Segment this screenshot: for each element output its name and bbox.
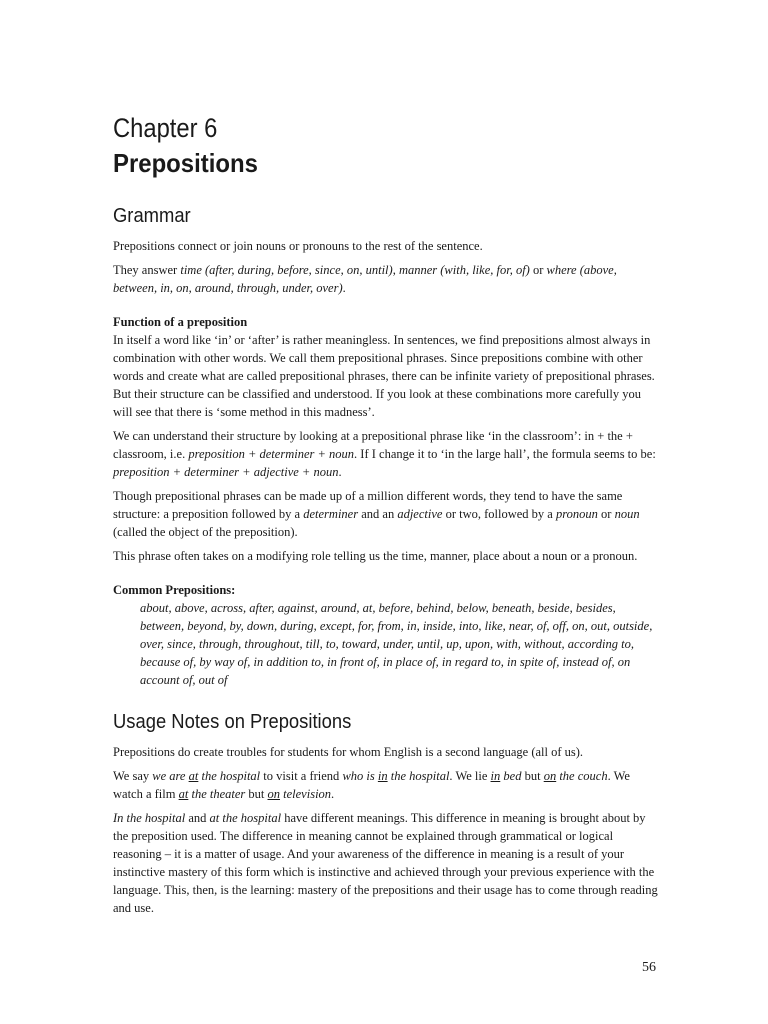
usage-intro-paragraph: Prepositions do create troubles for students for whom English is a second language (all of us). [113, 745, 584, 759]
text-run: . [338, 465, 342, 479]
text-run: (called the object of the preposition). [113, 525, 298, 539]
text-run: the hospital [198, 769, 261, 783]
document-page [113, 112, 658, 917]
text-run-italic: time (after, during, before, since, on, until) [180, 263, 393, 277]
text-run-italic: pronoun [555, 507, 598, 521]
text-run: We can understand their structure by looking at a prepositional phrase like ‘in the classroom’: in + the + classroom, i.e. [113, 429, 633, 461]
text-run-italic: at the hospital [209, 811, 282, 825]
text-run: we are [152, 769, 189, 783]
underlined-preposition: on [267, 787, 281, 801]
chapter-title: Prepositions [113, 148, 258, 178]
text-run-italic [267, 787, 335, 801]
usage-examples-paragraph [113, 767, 658, 803]
section-heading-grammar: Grammar [113, 205, 191, 227]
text-run: . If I change it to ‘in the large hall’, the formula seems to be: [354, 447, 656, 461]
underlined-preposition: in [377, 769, 388, 783]
role-paragraph: This phrase often takes on a modifying role telling us the time, manner, place about a noun or a pronoun. [113, 549, 638, 563]
text-run: bed [500, 769, 522, 783]
text-run: . [342, 281, 346, 295]
text-run: and [185, 811, 210, 825]
text-run: They answer [113, 263, 181, 277]
text-run: the theater [188, 787, 246, 801]
text-run: Though prepositional phrases can be made up of a million different words, they tend to have the same structure: a preposition followed by a [113, 489, 623, 521]
common-prepositions-subheading: Common Prepositions: [113, 583, 236, 597]
text-run-italic: determiner [303, 507, 359, 521]
text-run-italic [342, 769, 449, 783]
text-run-italic: adjective [397, 507, 443, 521]
text-run: , [392, 263, 399, 277]
text-run: but [245, 787, 268, 801]
text-run: We say [113, 769, 153, 783]
text-run: the hospital [387, 769, 450, 783]
underlined-preposition: at [188, 769, 199, 783]
text-run: the couch [556, 769, 608, 783]
text-run: television [280, 787, 332, 801]
text-run-italic: In the hospital [113, 811, 186, 825]
text-run: have different meanings. This difference in meaning is brought about by the preposition used. The difference in meaning cannot be explained through grammatical or logical reasoning – it is a matter of usage. And your awareness of the difference in meaning is a result of your instinctive mastery of this form which is instinctive and achieved through your previous experience with the language. This, then, is the learning: mastery of the prepositions and their usage has to come through reading and use. [113, 811, 658, 915]
function-paragraph: In itself a word like ‘in’ or ‘after’ is rather meaningless. In sentences, we find prepositions almost always in combination with other words. We call them prepositional phrases. Since prepositions combine with other words and create what are called prepositional phrases, there can be infinite variety of prepositional phrases. But their structure can be classified and understood. If you look at these combinations more carefully you will see that there is ‘some method in this madness’. [113, 333, 655, 419]
function-subheading: Function of a preposition [113, 315, 248, 329]
words-paragraph [113, 487, 658, 541]
grammar-answers-paragraph [113, 261, 658, 297]
text-run: or [597, 507, 615, 521]
text-run: but [521, 769, 544, 783]
text-run-italic [544, 769, 608, 783]
text-run-italic: manner (with, like, for, of) [398, 263, 530, 277]
usage-meaning-paragraph [113, 809, 658, 917]
text-run: . [331, 787, 335, 801]
text-run-italic [491, 769, 522, 783]
common-prepositions-list: about, above, across, after, against, around, at, before, behind, below, beneath, beside, besides, between, beyond, by, down, during, except, for, from, in, inside, into, like, near, of, off, on, out, outside, over, since, through, throughout, till, to, toward, under, until, up, upon, with, without, according to, because of, by way of, in addition to, in front of, in place of, in regard to, in spite of, instead of, on account of, out of [140, 601, 653, 687]
text-run-italic: where (above, between, in, on, around, through, under, over) [113, 263, 617, 295]
grammar-intro-paragraph: Prepositions connect or join nouns or pronouns to the rest of the sentence. [113, 239, 483, 253]
section-heading-usage: Usage Notes on Prepositions [113, 711, 352, 733]
text-run-italic: preposition + determiner + noun [188, 447, 355, 461]
text-run-italic [179, 787, 246, 801]
chapter-label: Chapter 6 [113, 113, 218, 143]
page-number: 56 [642, 960, 656, 975]
text-run: and an [358, 507, 398, 521]
structure-paragraph [113, 427, 658, 481]
text-run-italic: preposition + determiner + adjective + noun [113, 465, 339, 479]
text-run-italic [152, 769, 260, 783]
underlined-preposition: in [490, 769, 501, 783]
text-run: . We lie [449, 769, 491, 783]
text-run-italic: noun [614, 507, 640, 521]
underlined-preposition: at [178, 787, 189, 801]
text-run: . We watch a film [113, 769, 630, 801]
underlined-preposition: on [543, 769, 557, 783]
text-run: or [529, 263, 547, 277]
text-run: to visit a friend [260, 769, 343, 783]
text-run: who is [342, 769, 378, 783]
text-run: or two, followed by a [442, 507, 556, 521]
